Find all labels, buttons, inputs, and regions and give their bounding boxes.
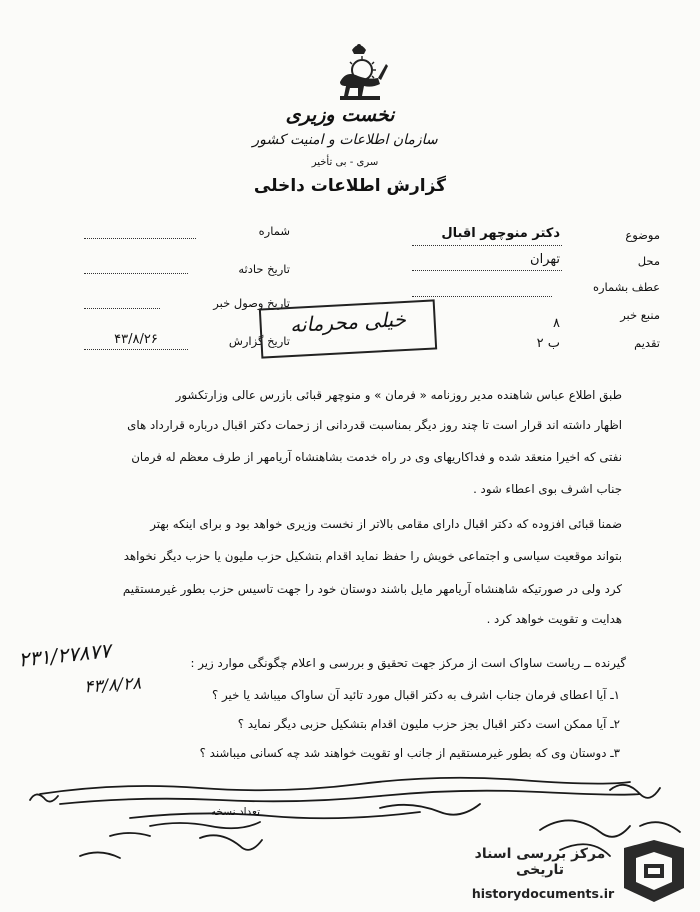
organization-name: سازمان اطلاعات و امنیت کشور (252, 132, 438, 148)
archive-logo-icon (618, 838, 690, 904)
subject-underline (412, 245, 562, 246)
report-date-value: ۴۳/۸/۲۶ (114, 332, 158, 347)
body-line: نفتی که اخیرا منعقد شده و فداکاریهای وی در راه خدمت بشاهنشاه آریامهر از طرف معظم له فرمان (131, 450, 622, 464)
body-line: کرد ولی در صورتیکه شاهنشاه آریامهر مایل باشند دوستان خود را جهت تاسیس حزب بطور غیرمستقیم (122, 582, 622, 596)
receipt-date-label: تاریخ وصول خبر (213, 296, 290, 310)
body-line: ضمنا قبائی افزوده که دکتر اقبال دارای مقامی بالاتر از نخست وزیری خواهد بود و برای اینکه بهتر (150, 517, 622, 531)
event-date-label: تاریخ حادثه (238, 262, 290, 276)
question-item: ۱ـ آیا اعطای فرمان جناب اشرف به دکتر اقبال مورد تائید آن ساواک میباشد یا خیر ؟ (212, 688, 620, 702)
body-line: جناب اشرف بوی اعطاء شود . (473, 482, 622, 496)
reference-label: عطف بشماره (592, 280, 660, 294)
body-line: طبق اطلاع عباس شاهنده مدیر روزنامه « فرمان » و منوچهر قبائی بازرس عالی وزارتکشور (175, 388, 622, 402)
classification-note: سری - بی تأخیر (311, 157, 379, 168)
stamp-text: خیلی محرمانه (289, 306, 407, 338)
handwritten-number: ۲۳۱/۲۷۸۷۷ (17, 638, 112, 672)
handwritten-date: ۴۳/۸/۲۸ (83, 673, 142, 698)
report-date-label: تاریخ گزارش (228, 334, 290, 348)
report-date-underline (84, 349, 188, 350)
lion-and-sun-emblem-icon (328, 40, 390, 104)
subject-label: موضوع (625, 228, 660, 242)
watermark-url: historydocuments.ir (471, 886, 615, 901)
location-value: تهران (530, 252, 560, 267)
source-label: منبع خبر (620, 308, 660, 322)
body-line: اظهار داشته اند قرار است تا چند روز دیگر بمناسبت قدردانی از زحمات دکتر اقبال درباره قرارداد های (127, 418, 622, 432)
location-label: محل (637, 254, 660, 268)
evaluation-value: ب ۲ (536, 336, 560, 351)
question-item: ۳ـ دوستان وی که بطور غیرمستقیم از جانب او تقویت خواهند شد چه کسانی میباشند ؟ (199, 746, 620, 760)
subject-value: دکتر منوچهر اقبال (441, 226, 560, 241)
watermark-name: مرکز بررسی اسناد تاریخی (474, 846, 606, 878)
recipient-line: گیرنده ــ ریاست ساواک است از مرکز جهت تحقیق و بررسی و اعلام چگونگی موارد زیر : (190, 656, 626, 670)
body-line: بتواند موقعیت سیاسی و اجتماعی خویش را حفظ نماید اقدام بتشکیل حزب ملیون یا حزب دیگر نخواهد (123, 549, 622, 563)
report-title: گزارش اطلاعات داخلی (253, 176, 447, 196)
ministry-title: نخست وزیری (285, 104, 395, 126)
question-item: ۲ـ آیا ممکن است دکتر اقبال بجز حزب ملیون اقدام بتشکیل حزبی دیگر نماید ؟ (237, 717, 620, 731)
location-underline (412, 270, 562, 271)
receipt-date-underline (84, 308, 160, 309)
copies-label: تعداد نسخه (210, 806, 260, 818)
body-line: هدایت و تقویت خواهد کرد . (486, 612, 622, 626)
reference-underline (412, 296, 552, 297)
event-date-underline (84, 273, 188, 274)
number-underline (84, 238, 196, 239)
evaluation-label: تقدیم (634, 336, 660, 350)
number-label: شماره (258, 224, 290, 238)
source-value: ۸ (553, 316, 560, 331)
